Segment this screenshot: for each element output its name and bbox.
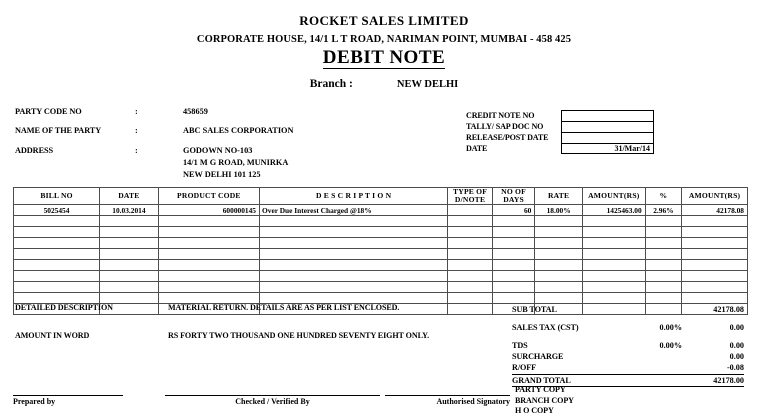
tally-sap-doc-no-label: TALLY/ SAP DOC NO <box>466 122 544 131</box>
table-cell-empty <box>448 260 493 271</box>
table-cell-empty <box>492 238 535 249</box>
table-cell-empty <box>582 271 645 282</box>
col-amount-rs: AMOUNT(RS) <box>582 188 645 205</box>
surcharge-label: SURCHARGE <box>512 352 564 361</box>
copy-labels <box>515 385 574 417</box>
table-cell-empty <box>682 216 748 227</box>
company-address: CORPORATE HOUSE, 14/1 L T ROAD, NARIMAN POINT, MUMBAI - 458 425 <box>196 34 572 45</box>
table-cell-empty <box>448 227 493 238</box>
copy-party-label: PARTY COPY <box>515 385 566 394</box>
cell-rate: 18.00% <box>535 205 583 216</box>
table-cell-empty <box>100 282 159 293</box>
table-cell-empty <box>14 238 100 249</box>
amount-in-word-row <box>15 331 429 340</box>
address-line-2: 14/1 M G ROAD, MUNIRKA <box>183 158 289 168</box>
table-cell-empty <box>492 282 535 293</box>
table-cell-empty <box>492 216 535 227</box>
branch-label: Branch : <box>309 78 353 90</box>
table-cell-empty <box>582 227 645 238</box>
debit-note-document <box>0 13 768 416</box>
table-row <box>14 271 748 282</box>
table-body <box>14 205 748 315</box>
table-cell-empty <box>535 271 583 282</box>
grand-total-amount: 42178.00 <box>713 376 744 385</box>
table-cell-empty <box>100 293 159 304</box>
table-cell-empty <box>158 216 259 227</box>
date-field[interactable]: 31/Mar/14 <box>561 143 654 154</box>
amount-in-word-label: AMOUNT IN WORD <box>15 331 90 340</box>
table-cell-empty <box>100 249 159 260</box>
table-cell-empty <box>260 216 448 227</box>
table-cell-empty <box>582 238 645 249</box>
grand-total-label: GRAND TOTAL <box>512 376 571 385</box>
roff-amount: -0.08 <box>726 363 744 372</box>
party-code-row <box>15 107 294 117</box>
table-cell-empty <box>260 238 448 249</box>
col-type-of-dnote: TYPE OF D/NOTE <box>448 188 493 205</box>
table-cell-empty <box>535 227 583 238</box>
surcharge-amount: 0.00 <box>729 352 744 361</box>
col-no-of-days: NO OF DAYS <box>492 188 535 205</box>
table-cell-empty <box>645 293 681 304</box>
table-cell-empty <box>100 260 159 271</box>
cell-date: 10.03.2014 <box>100 205 159 216</box>
table-cell-empty <box>260 249 448 260</box>
party-code-label: PARTY CODE NO <box>15 107 82 116</box>
credit-note-box <box>466 110 654 154</box>
table-cell-empty <box>100 238 159 249</box>
table-cell-empty <box>682 238 748 249</box>
details-section <box>15 303 429 359</box>
table-cell-empty <box>158 238 259 249</box>
party-address-value <box>183 146 294 181</box>
table-cell-empty <box>100 271 159 282</box>
surcharge-row <box>512 351 744 362</box>
table-cell-empty <box>582 260 645 271</box>
copy-branch-label: BRANCH COPY <box>515 395 574 405</box>
table-cell-empty <box>645 227 681 238</box>
col-description: D E S C R I P T I O N <box>260 188 448 205</box>
party-name-label: NAME OF THE PARTY <box>15 126 102 136</box>
table-cell-empty <box>682 271 748 282</box>
surcharge-percent <box>620 351 682 362</box>
branch-row <box>0 78 768 90</box>
sub-total-amount: 42178.08 <box>713 305 744 314</box>
prepared-by-signature: Prepared by <box>13 395 123 406</box>
cell-type-of-dnote <box>448 205 493 216</box>
table-cell-empty <box>582 282 645 293</box>
party-name-row <box>15 126 294 136</box>
table-cell-empty <box>14 260 100 271</box>
table-cell-empty <box>448 304 493 315</box>
cell-amount-rs-2: 42178.08 <box>682 205 748 216</box>
table-cell-empty <box>682 293 748 304</box>
cell-product-code: 600000145 <box>158 205 259 216</box>
table-cell-empty <box>448 238 493 249</box>
table-row <box>14 249 748 260</box>
date-label: DATE <box>466 144 488 153</box>
table-cell-empty <box>682 227 748 238</box>
table-cell-empty <box>158 260 259 271</box>
table-cell-empty <box>535 249 583 260</box>
sub-total-row <box>512 304 744 315</box>
release-post-date-row <box>466 132 654 143</box>
party-code-colon: : <box>135 107 138 116</box>
table-cell-empty <box>535 293 583 304</box>
branch-value: NEW DELHI <box>396 79 459 90</box>
table-cell-empty <box>492 227 535 238</box>
checked-verified-by-signature: Checked / Verified By <box>165 395 380 406</box>
tds-label: TDS <box>512 341 528 350</box>
table-cell-empty <box>535 260 583 271</box>
totals-section <box>512 304 744 387</box>
sales-tax-label: SALES TAX (CST) <box>512 323 579 332</box>
table-row <box>14 260 748 271</box>
table-cell-empty <box>158 282 259 293</box>
table-header-row <box>14 188 748 205</box>
table-cell-empty <box>645 282 681 293</box>
address-line-1: GODOWN NO-103 <box>183 145 253 155</box>
release-post-date-label: RELEASE/POST DATE <box>466 133 549 142</box>
col-bill-no: BILL NO <box>14 188 100 205</box>
credit-note-no-row <box>466 110 654 121</box>
cell-description: Over Due Interest Charged @18% <box>260 205 448 216</box>
credit-note-no-field[interactable] <box>561 110 654 121</box>
table-cell-empty <box>645 238 681 249</box>
table-cell-empty <box>535 216 583 227</box>
release-post-date-field[interactable] <box>561 132 654 143</box>
table-cell-empty <box>492 293 535 304</box>
party-address-colon: : <box>135 145 138 155</box>
table-row <box>14 227 748 238</box>
table-cell-empty <box>448 249 493 260</box>
sales-tax-percent: 0.00% <box>659 323 682 332</box>
table-cell-empty <box>158 271 259 282</box>
table-cell-empty <box>582 293 645 304</box>
cell-amount-rs: 1425463.00 <box>582 205 645 216</box>
footer-section <box>0 385 768 416</box>
sub-total-label: SUB TOTAL <box>512 305 557 314</box>
party-name-value: ABC SALES CORPORATION <box>183 126 294 136</box>
authorised-signatory-signature: Authorised Signatory <box>385 395 510 406</box>
table-cell-empty <box>14 293 100 304</box>
table-cell-empty <box>100 227 159 238</box>
table-cell-empty <box>14 216 100 227</box>
party-name-colon: : <box>135 126 138 136</box>
col-percent: % <box>645 188 681 205</box>
totals-spacer-1 <box>512 315 744 322</box>
tds-amount: 0.00 <box>729 341 744 350</box>
table-cell-empty <box>682 282 748 293</box>
tally-sap-doc-no-field[interactable] <box>561 121 654 132</box>
sales-tax-amount: 0.00 <box>729 323 744 332</box>
table-cell-empty <box>260 282 448 293</box>
table-cell-empty <box>535 282 583 293</box>
totals-spacer-2 <box>512 333 744 340</box>
table-cell-empty <box>645 216 681 227</box>
line-items-table <box>13 187 748 315</box>
amount-in-word-value: RS FORTY TWO THOUSAND ONE HUNDRED SEVENTY EIGHT ONLY. <box>168 331 430 340</box>
table-cell-empty <box>645 271 681 282</box>
party-address-label: ADDRESS <box>15 145 54 155</box>
table-cell-empty <box>582 249 645 260</box>
table-cell-empty <box>14 227 100 238</box>
party-details <box>15 107 294 190</box>
table-cell-empty <box>100 216 159 227</box>
roff-label: R/OFF <box>512 363 537 372</box>
col-date: DATE <box>100 188 159 205</box>
table-cell-empty <box>582 216 645 227</box>
roff-row <box>512 362 744 373</box>
cell-bill-no: 5025454 <box>14 205 100 216</box>
tds-percent: 0.00% <box>659 341 682 350</box>
col-rate: RATE <box>535 188 583 205</box>
party-code-value: 458659 <box>183 107 208 116</box>
detailed-description-value: MATERIAL RETURN. DETAILS ARE AS PER LIST ENCLOSED. <box>168 303 400 312</box>
table-cell-empty <box>260 260 448 271</box>
sub-total-percent <box>620 304 682 315</box>
table-cell-empty <box>645 260 681 271</box>
address-line-3: NEW DELHI 101 125 <box>183 170 261 180</box>
table-cell-empty <box>535 238 583 249</box>
table-cell-empty <box>158 227 259 238</box>
table-row <box>14 282 748 293</box>
table-cell-empty <box>448 282 493 293</box>
table-cell-empty <box>260 293 448 304</box>
table-cell-empty <box>158 249 259 260</box>
tds-row <box>512 340 744 351</box>
copy-ho-label: H O COPY <box>515 406 554 415</box>
table-cell-empty <box>682 249 748 260</box>
table-cell-empty <box>158 293 259 304</box>
table-row <box>14 293 748 304</box>
credit-note-no-label: CREDIT NOTE NO <box>466 111 535 120</box>
sales-tax-row <box>512 322 744 333</box>
table-cell-empty <box>448 216 493 227</box>
table-cell-empty <box>14 249 100 260</box>
table-row <box>14 205 748 216</box>
document-title-text: DEBIT NOTE <box>322 47 446 68</box>
table-cell-empty <box>260 271 448 282</box>
table-cell-empty <box>260 227 448 238</box>
table-row <box>14 238 748 249</box>
table-cell-empty <box>645 249 681 260</box>
cell-percent: 2.96% <box>645 205 681 216</box>
table-cell-empty <box>492 249 535 260</box>
table-cell-empty <box>492 260 535 271</box>
table-row <box>14 216 748 227</box>
detailed-description-row <box>15 303 429 312</box>
date-row <box>466 143 654 154</box>
table-cell-empty <box>14 282 100 293</box>
table-cell-empty <box>682 260 748 271</box>
col-amount-rs-2: AMOUNT(RS) <box>682 188 748 205</box>
roff-percent <box>620 362 682 373</box>
table-cell-empty <box>14 271 100 282</box>
document-title <box>0 47 768 69</box>
table-cell-empty <box>448 271 493 282</box>
col-product-code: PRODUCT CODE <box>158 188 259 205</box>
detailed-description-label: DETAILED DESCRIPTION <box>15 303 113 312</box>
party-address-row <box>15 146 294 181</box>
table-cell-empty <box>492 271 535 282</box>
company-name: ROCKET SALES LIMITED <box>299 13 469 28</box>
cell-no-of-days: 60 <box>492 205 535 216</box>
table-cell-empty <box>448 293 493 304</box>
tally-sap-doc-no-row <box>466 121 654 132</box>
